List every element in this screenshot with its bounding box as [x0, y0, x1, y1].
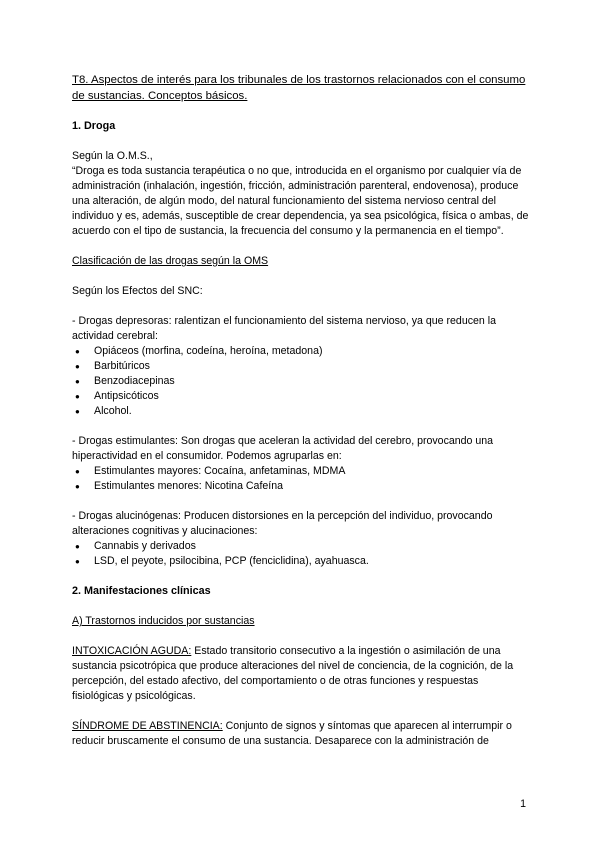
- depresoras-text: - Drogas depresoras: ralentizan el funcionamiento del sistema nervioso, ya que reducen la actividad cerebral:: [72, 315, 496, 342]
- abstinencia-text: Conjunto de signos y síntomas que aparecen al interrumpir o reducir bruscamente el consumo de una sustancia. Desaparece con la administración de: [72, 720, 512, 747]
- page-number: 1: [520, 798, 526, 810]
- alucinogenas-list: [72, 539, 532, 569]
- section-1-heading: 1. Droga: [72, 120, 116, 132]
- list-item: ● Estimulantes mayores: Cocaína, anfetaminas, MDMA: [72, 464, 532, 479]
- document-page: [72, 72, 532, 749]
- list-item: ● Alcohol.: [72, 404, 532, 419]
- list-item: ● Benzodiacepinas: [72, 374, 532, 389]
- oms-definition-quote: “Droga es toda sustancia terapéutica o no que, introducida en el organismo por cualquier vía de administración (inhalación, ingestión, fricción, administración parenteral, endovenosa), produce una alteración, de algún modo, del natural funcionamiento del sistema nervioso central del individuo y es, además, susceptible de crear dependencia, ya sea psicológica, física o ambas, de acuerdo con el tipo de sustancia, la frecuencia del consumo y la permanencia en el tiempo”.: [72, 165, 529, 237]
- section-2-heading: 2. Manifestaciones clínicas: [72, 585, 211, 597]
- list-item: ● Barbitúricos: [72, 359, 532, 374]
- classification-heading: Clasificación de las drogas según la OMS: [72, 255, 269, 267]
- list-item: ● Opiáceos (morfina, codeína, heroína, metadona): [72, 344, 532, 359]
- page-title: T8. Aspectos de interés para los tribunales de los trastornos relacionados con el consumo de sustancias. Conceptos básicos.: [72, 74, 526, 102]
- intoxicacion-paragraph: [72, 644, 532, 704]
- alucinogenas-text: - Drogas alucinógenas: Producen distorsiones en la percepción del individuo, provocando alteraciones cognitivas y alucinaciones:: [72, 510, 493, 537]
- list-item: ● Antipsicóticos: [72, 389, 532, 404]
- list-item: ● Cannabis y derivados: [72, 539, 532, 554]
- intoxicacion-text: Estado transitorio consecutivo a la ingestión o asimilación de una sustancia psicotrópica que produce alteraciones del nivel de conciencia, de la cognición, de la percepción, del estado afectivo, del comportamiento o de otras funciones y respuestas fisiológicas y psicológicas.: [72, 645, 514, 702]
- abstinencia-paragraph: [72, 719, 532, 749]
- estimulantes-list: [72, 464, 532, 494]
- estimulantes-text: - Drogas estimulantes: Son drogas que aceleran la actividad del cerebro, provocando una hiperactividad en el consumidor. Podemos agruparlas en:: [72, 435, 494, 462]
- effects-intro: Según los Efectos del SNC:: [72, 285, 203, 297]
- oms-intro: Según la O.M.S.,: [72, 150, 153, 162]
- list-item: ● LSD, el peyote, psilocibina, PCP (fenciclidina), ayahuasca.: [72, 554, 532, 569]
- list-item: ● Estimulantes menores: Nicotina Cafeína: [72, 479, 532, 494]
- section-2-subheading: A) Trastornos inducidos por sustancias: [72, 615, 255, 627]
- depresoras-list: [72, 344, 532, 419]
- intoxicacion-term: INTOXICACIÓN AGUDA:: [72, 645, 192, 657]
- abstinencia-term: SÍNDROME DE ABSTINENCIA:: [72, 720, 223, 732]
